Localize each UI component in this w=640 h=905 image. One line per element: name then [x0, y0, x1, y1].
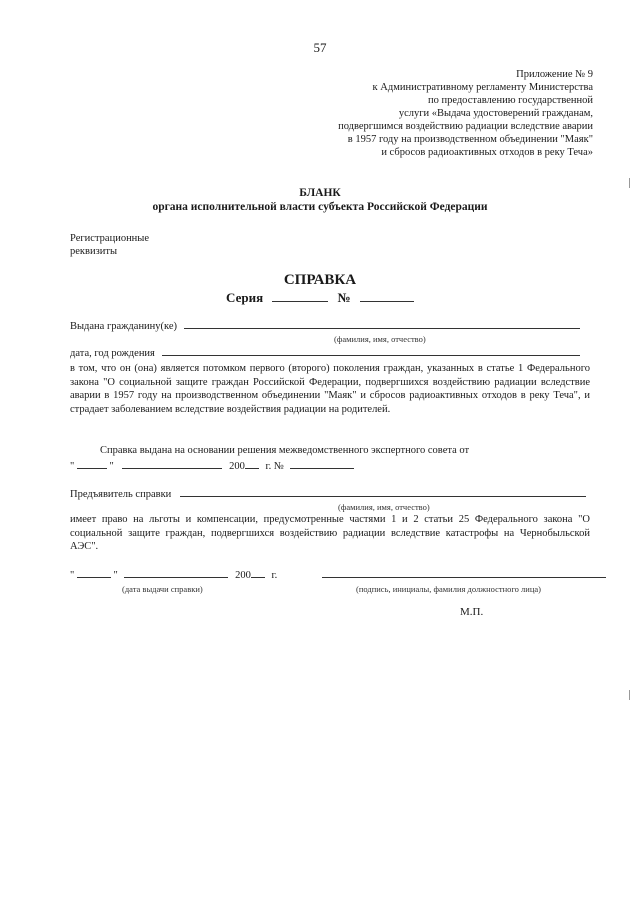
- registration-line-2: реквизиты: [70, 246, 117, 257]
- basis-year-suffix: г. №: [265, 461, 284, 472]
- appendix-line: Приложение № 9: [516, 69, 593, 80]
- bearer-field[interactable]: [180, 486, 586, 497]
- basis-day-field[interactable]: [77, 458, 107, 469]
- basis-quote-open: ": [70, 461, 75, 472]
- basis-date-row: [70, 458, 354, 472]
- number-label: №: [337, 290, 351, 305]
- blank-title: БЛАНК: [299, 187, 341, 199]
- number-field[interactable]: [360, 291, 414, 302]
- issue-month-field[interactable]: [124, 567, 228, 578]
- birth-date-field[interactable]: [162, 345, 580, 356]
- issue-year: 200: [235, 570, 251, 581]
- body-paragraph: в том, что он (она) является потомком первого (второго) поколения граждан, указанных в статье 1 Федерального закона "О социальной защите граждан Российской Федерации, подвергшихся воздействию радиации вследствие аварии в 1957 году на производственном объединении "Маяк" и сбросов радиоактивных отходов в реку Теча", и страдает заболеванием вследствие воздействия радиации на родителей.: [70, 363, 590, 415]
- issued-to-row: [70, 318, 580, 332]
- issue-quote-close: ": [113, 570, 118, 581]
- appendix-line: и сбросов радиоактивных отходов в реку Теча»: [381, 147, 593, 158]
- scan-mark: [629, 690, 636, 700]
- issued-to-field[interactable]: [184, 318, 580, 329]
- birth-date-label: дата, год рождения: [70, 348, 155, 359]
- appendix-line: подвергшимся воздействию радиации вследствие аварии: [338, 121, 593, 132]
- appendix-line: к Административному регламенту Министерства: [372, 82, 593, 93]
- page-number: 57: [313, 40, 327, 55]
- basis-year: 200: [229, 461, 245, 472]
- issued-to-label: Выдана гражданину(ке): [70, 321, 178, 332]
- signature-field[interactable]: [322, 567, 606, 578]
- issue-date-row: [70, 567, 277, 581]
- signature-hint: (подпись, инициалы, фамилия должностного лица): [356, 584, 541, 594]
- basis-number-field[interactable]: [290, 458, 354, 469]
- issue-date-hint: (дата выдачи справки): [122, 584, 203, 594]
- issue-year-suffix: г.: [271, 570, 278, 581]
- basis-paragraph: Справка выдана на основании решения межведомственного экспертного совета от: [100, 445, 470, 456]
- certificate-title: СПРАВКА: [283, 272, 357, 288]
- series-field[interactable]: [272, 291, 328, 302]
- series-row: [0, 290, 640, 306]
- birth-date-row: [70, 345, 580, 359]
- basis-month-field[interactable]: [122, 458, 222, 469]
- registration-details: [70, 232, 149, 258]
- bearer-hint: (фамилия, имя, отчество): [338, 502, 430, 512]
- appendix-line: услуги «Выдача удостоверений гражданам,: [398, 108, 593, 119]
- appendix-line: по предоставлению государственной: [427, 95, 593, 106]
- issued-to-hint: (фамилия, имя, отчество): [334, 334, 426, 344]
- issue-quote-open: ": [70, 570, 75, 581]
- registration-line-1: Регистрационные: [70, 233, 150, 244]
- bearer-label: Предъявитель справки: [70, 489, 172, 500]
- bearer-rights-paragraph: имеет право на льготы и компенсации, предусмотренные частями 1 и 2 статьи 25 Федерального закона "О социальной защите граждан, подвергшихся воздействию радиации вследствие катастрофы на Чернобыльской АЭС".: [70, 514, 590, 552]
- issue-day-field[interactable]: [77, 567, 111, 578]
- scan-mark: [629, 178, 636, 188]
- basis-quote-close: ": [109, 461, 114, 472]
- bearer-row: [70, 486, 586, 500]
- blank-subtitle: органа исполнительной власти субъекта Российской Федерации: [152, 201, 488, 213]
- appendix-line: в 1957 году на производственном объединении "Маяк": [347, 134, 593, 145]
- series-label: Серия: [226, 290, 264, 305]
- appendix-header: [273, 68, 593, 159]
- issue-year-field[interactable]: [251, 567, 265, 578]
- basis-year-field[interactable]: [245, 458, 259, 469]
- stamp-mark: М.П.: [460, 606, 484, 618]
- blank-heading: [0, 186, 640, 214]
